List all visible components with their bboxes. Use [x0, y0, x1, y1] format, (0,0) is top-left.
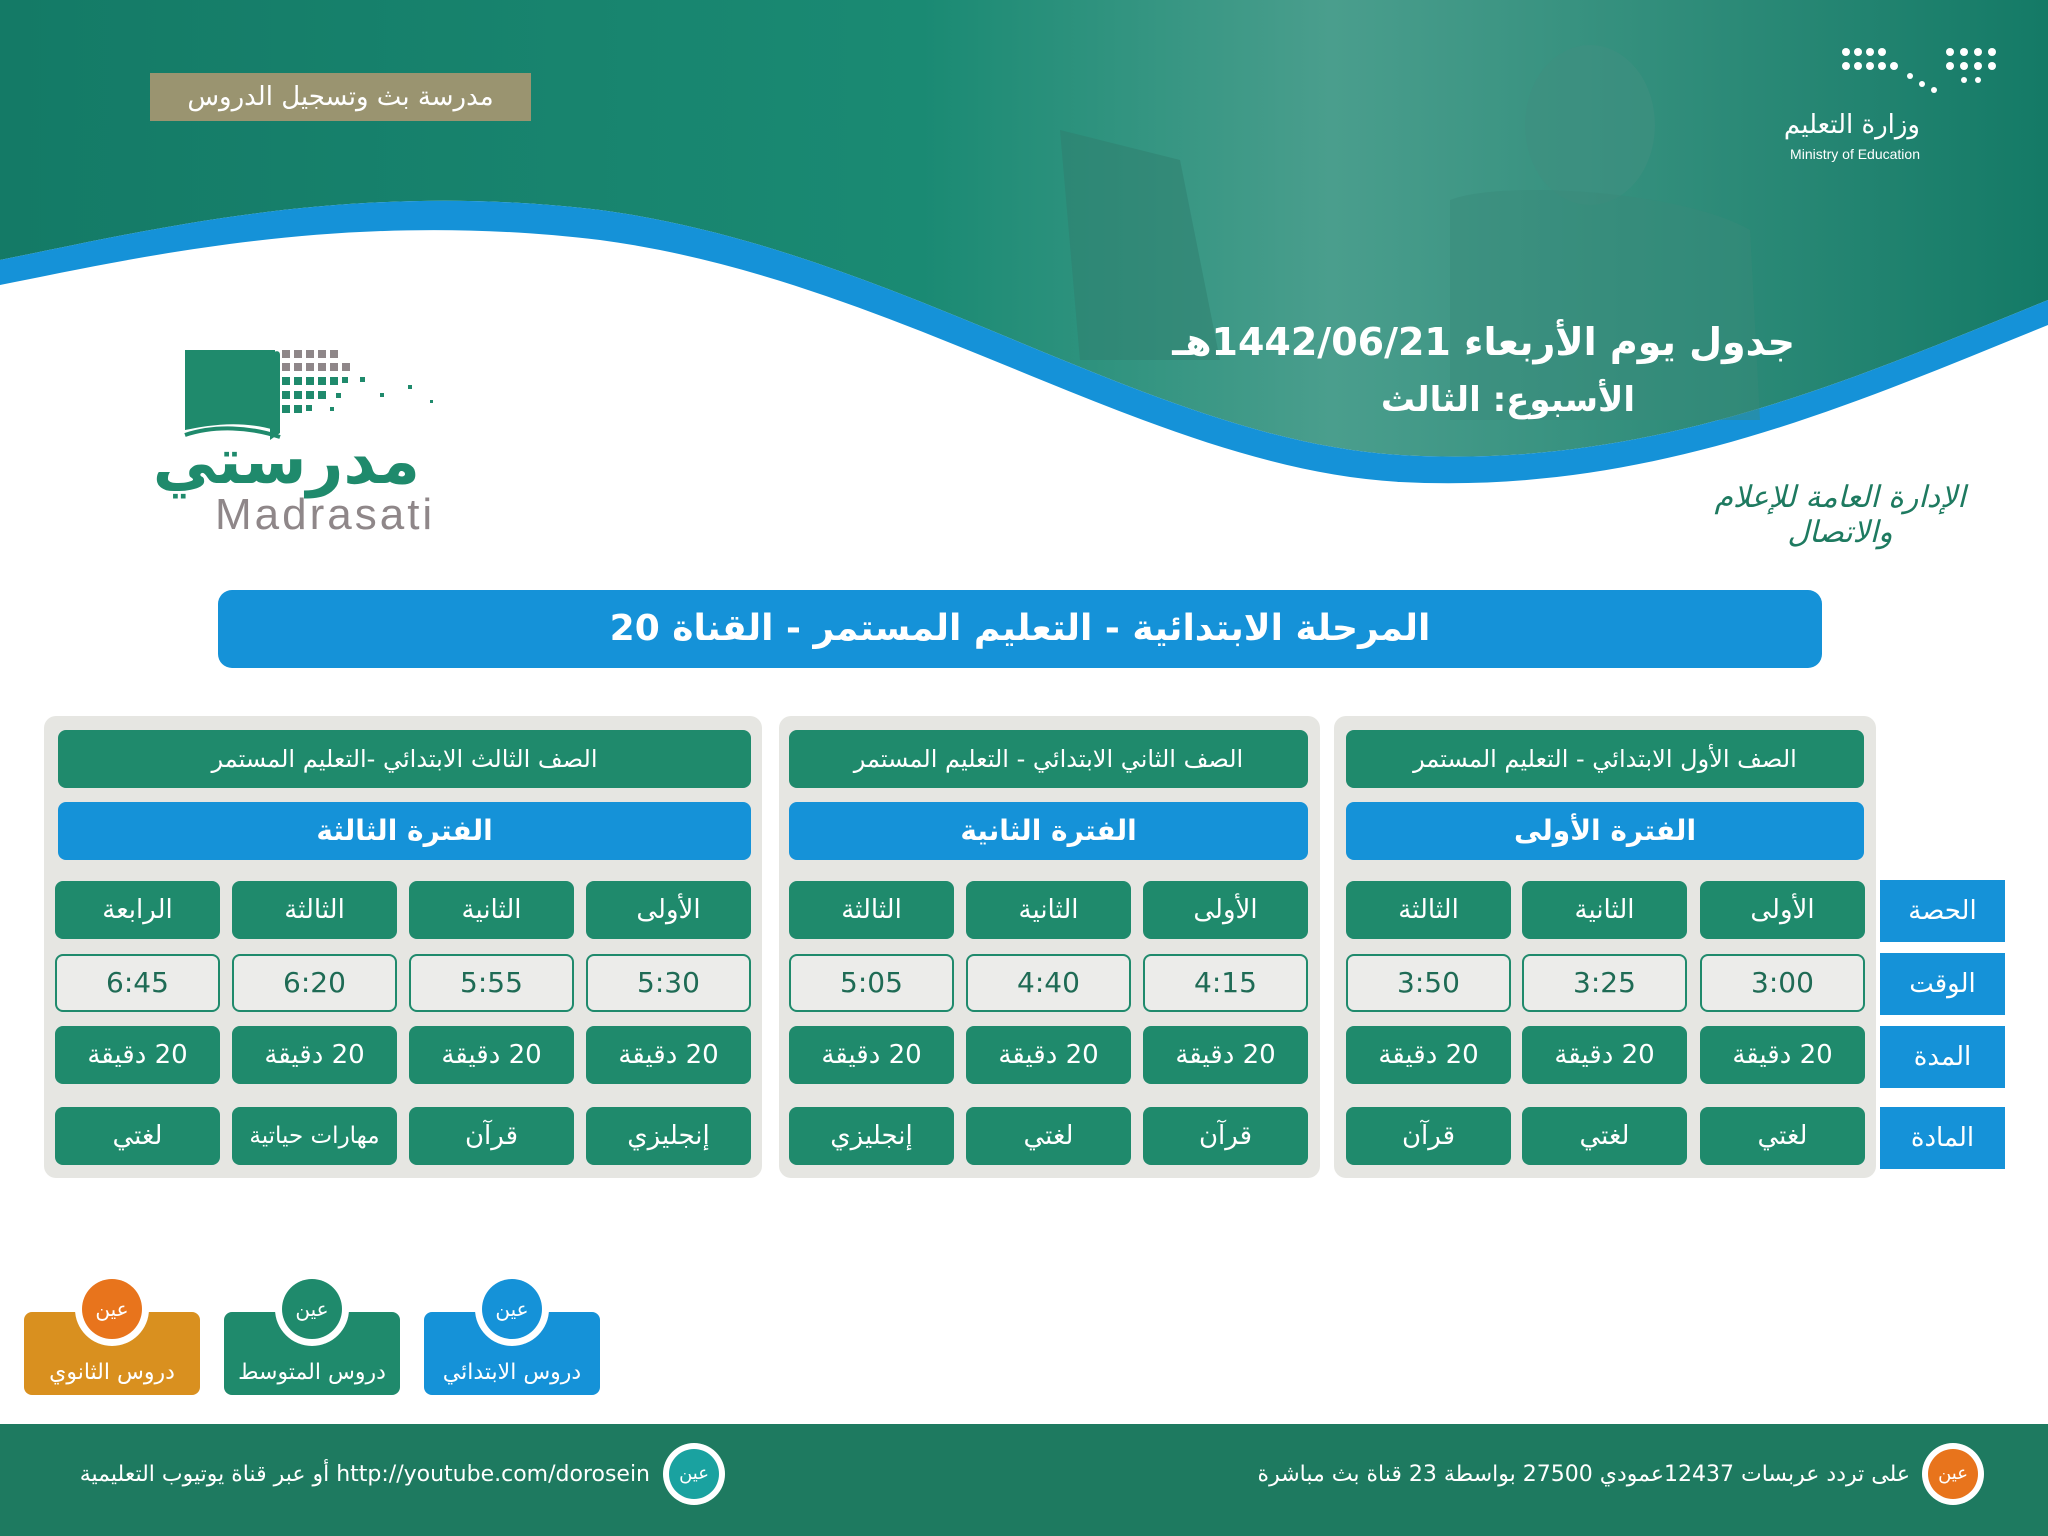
lesson-duration: 20 دقيقة [1700, 1026, 1865, 1084]
lesson-subject: قرآن [409, 1107, 574, 1165]
grade2-title: الصف الثاني الابتدائي - التعليم المستمر [789, 730, 1308, 788]
lesson-name: الرابعة [55, 881, 220, 939]
lesson-subject: لغتي [1700, 1107, 1865, 1165]
lesson-name: الأولى [1143, 881, 1308, 939]
lesson-time: 3:25 [1522, 954, 1687, 1012]
ain-logo-icon [275, 1272, 349, 1346]
lesson-time: 3:00 [1700, 954, 1865, 1012]
lesson-subject: لغتي [1522, 1107, 1687, 1165]
ain-logo-icon [1922, 1443, 1984, 1505]
ministry-name-ar: وزارة التعليم [1783, 110, 1920, 140]
schedule-date-title: جدول يوم الأربعاء 1442/06/21هـ [1172, 320, 1795, 364]
grade1-period: الفترة الأولى [1346, 802, 1864, 860]
lesson-subject: إنجليزي [789, 1107, 954, 1165]
ain-logo-text: عين [669, 1449, 719, 1499]
ain-logo-icon [75, 1272, 149, 1346]
row-label-time: الوقت [1880, 953, 2005, 1015]
grade3-title: الصف الثالث الابتدائي -التعليم المستمر [58, 730, 751, 788]
badge-label: دروس الثانوي [49, 1360, 175, 1385]
lesson-name: الأولى [586, 881, 751, 939]
lesson-time: 4:40 [966, 954, 1131, 1012]
lesson-subject: إنجليزي [586, 1107, 751, 1165]
ain-logo-icon [663, 1443, 725, 1505]
badge-label: دروس المتوسط [238, 1360, 386, 1385]
lesson-name: الثالثة [232, 881, 397, 939]
lesson-name: الثانية [1522, 881, 1687, 939]
grade2-period: الفترة الثانية [789, 802, 1308, 860]
ain-logo-text: عين [82, 1279, 142, 1339]
ain-logo-text: عين [282, 1279, 342, 1339]
week-title: الأسبوع: الثالث [1380, 380, 1635, 420]
lesson-name: الثالثة [1346, 881, 1511, 939]
lesson-name: الثانية [409, 881, 574, 939]
grade1-title: الصف الأول الابتدائي - التعليم المستمر [1346, 730, 1864, 788]
ain-logo-icon [475, 1272, 549, 1346]
lesson-time: 5:55 [409, 954, 574, 1012]
department-signature: الإدارة العامة للإعلام والاتصال [1714, 480, 1966, 550]
school-tag: مدرسة بث وتسجيل الدروس [150, 73, 531, 121]
lesson-subject: قرآن [1346, 1107, 1511, 1165]
row-label-subject: المادة [1880, 1107, 2005, 1169]
lesson-duration: 20 دقيقة [232, 1026, 397, 1084]
lesson-time: 4:15 [1143, 954, 1308, 1012]
lesson-subject: مهارات حياتية [232, 1107, 397, 1165]
lesson-subject: لغتي [55, 1107, 220, 1165]
row-label-lesson: الحصة [1880, 880, 2005, 942]
ain-logo-text: عين [482, 1279, 542, 1339]
badge-label: دروس الابتدائي [442, 1360, 582, 1385]
ministry-name-en: Ministry of Education [1790, 146, 1920, 162]
lesson-time: 5:05 [789, 954, 954, 1012]
lesson-name: الثانية [966, 881, 1131, 939]
footer-youtube-link[interactable]: http://youtube.com/dorosein أو عبر قناة يوتيوب التعليمية [79, 1462, 650, 1487]
lesson-time: 5:30 [586, 954, 751, 1012]
lesson-duration: 20 دقيقة [966, 1026, 1131, 1084]
madrasati-logo-ar: مدرستي [152, 425, 420, 499]
grade3-period: الفترة الثالثة [58, 802, 751, 860]
lesson-duration: 20 دقيقة [789, 1026, 954, 1084]
madrasati-logo-en: Madrasati [215, 490, 436, 539]
lesson-duration: 20 دقيقة [1522, 1026, 1687, 1084]
lesson-time: 6:45 [55, 954, 220, 1012]
lesson-time: 3:50 [1346, 954, 1511, 1012]
lesson-name: الثالثة [789, 881, 954, 939]
lesson-subject: قرآن [1143, 1107, 1308, 1165]
ministry-logo-icon [1840, 46, 2000, 101]
lesson-time: 6:20 [232, 954, 397, 1012]
footer-frequency: على تردد عربسات 12437عمودي 27500 بواسطة 23 قناة بث مباشرة [1257, 1462, 1910, 1487]
lesson-duration: 20 دقيقة [1346, 1026, 1511, 1084]
lesson-duration: 20 دقيقة [1143, 1026, 1308, 1084]
lesson-name: الأولى [1700, 881, 1865, 939]
lesson-duration: 20 دقيقة [586, 1026, 751, 1084]
stage-banner: المرحلة الابتدائية - التعليم المستمر - القناة 20 [218, 590, 1822, 668]
lesson-duration: 20 دقيقة [55, 1026, 220, 1084]
row-label-duration: المدة [1880, 1026, 2005, 1088]
lesson-subject: لغتي [966, 1107, 1131, 1165]
lesson-duration: 20 دقيقة [409, 1026, 574, 1084]
ain-logo-text: عين [1928, 1449, 1978, 1499]
